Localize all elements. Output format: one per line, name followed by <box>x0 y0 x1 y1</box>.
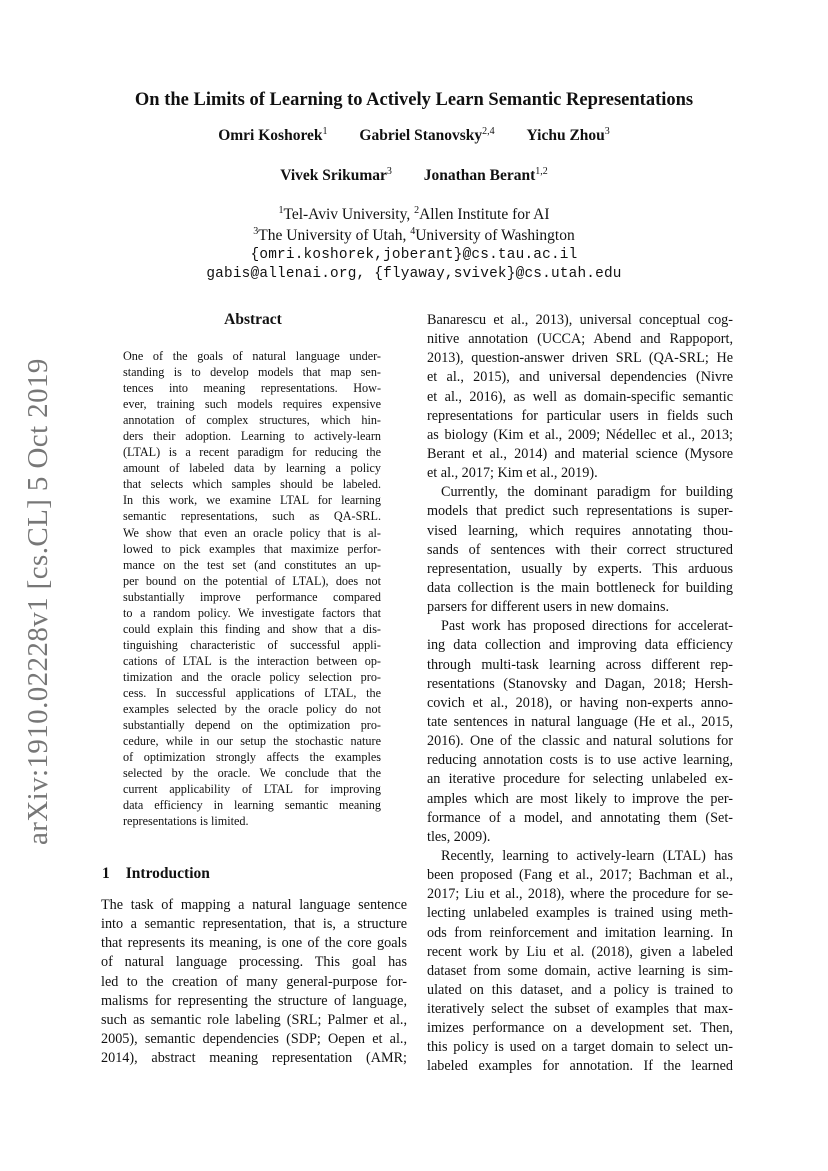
body-line: parsers for different users in new domains. <box>427 599 670 616</box>
body-line: nitive annotation (UCCA; Abend and Rappoport, <box>427 331 733 348</box>
body-line: ods from reinforcement and imitation learning. In <box>427 924 733 941</box>
body-line: reducing annotation costs is to use active learning, <box>427 752 733 769</box>
abstract-heading: Abstract <box>224 311 282 328</box>
abstract-line: standing is to develop models that map sen- <box>123 365 381 380</box>
author: Jonathan Berant$^{1,2}$ <box>423 166 548 185</box>
abstract-line: In this work, we examine LTAL for learning <box>123 493 381 508</box>
body-line: resentations (Stanovsky and Dagan, 2018; Hersh- <box>427 675 733 692</box>
abstract-line: of optimization strongly affects the examples <box>123 750 381 765</box>
body-line: tles, 2009). <box>427 828 491 845</box>
body-line: covich et al., 2018), or having non-experts anno- <box>427 694 733 711</box>
abstract-line: mance on the test set (and constitutes an up- <box>123 557 381 572</box>
abstract-line: substantially improve performance compared <box>123 589 381 604</box>
author-row-2 <box>0 166 828 185</box>
body-line: through multi-task learning across different rep- <box>427 656 733 673</box>
abstract-line: (LTAL) is a recent paradigm for reducing the <box>123 445 381 460</box>
body-line: 2013), question-answer driven SRL (QA-SRL; He <box>427 350 733 367</box>
author: Yichu Zhou$^3$ <box>526 126 610 145</box>
body-line: an iterative procedure for selecting unlabeled ex- <box>427 771 733 788</box>
author: Vivek Srikumar$^3$ <box>280 166 392 185</box>
email-line-2: gabis@allenai.org, {flyaway,svivek}@cs.utah.edu <box>206 266 622 282</box>
body-line: into a semantic representation, that is, a structure <box>101 916 407 933</box>
body-line: Berant et al., 2014) and material science (Mysore <box>427 445 733 462</box>
affiliation-line-2: $^3$The University of Utah, $^4$University of Washington <box>253 226 575 245</box>
body-line: amples which are most likely to improve the per- <box>427 790 733 807</box>
body-line: 2017; Liu et al., 2018), where the procedure for se- <box>427 886 733 903</box>
body-line: Currently, the dominant paradigm for building <box>441 484 733 501</box>
abstract-line: amount of labeled data by learning a policy <box>123 461 381 476</box>
abstract-line: to a random policy. We investigate factors that <box>123 605 381 620</box>
section-title: Introduction <box>125 865 210 882</box>
abstract-body <box>123 348 381 829</box>
abstract-line: tences into meaning representations. How- <box>123 381 381 396</box>
abstract-line: ever, training such models requires expensive <box>123 397 381 412</box>
body-line: et al., 2016), as well as domain-specific semantic <box>427 388 733 405</box>
section-number: 1 <box>102 865 110 882</box>
body-line: of natural language processing. This goal has <box>101 954 407 971</box>
body-line: recent work by Liu et al. (2018), given a labeled <box>427 943 733 960</box>
abstract-line: cations of LTAL is the interaction between op- <box>123 653 381 668</box>
abstract-line: substantially depend on the optimization pro- <box>123 718 381 733</box>
body-line: models that predict such representations is super- <box>427 503 733 520</box>
abstract-line: selected by the oracle. We conclude that the <box>123 766 381 781</box>
abstract-line: One of the goals of natural language under- <box>123 349 381 363</box>
body-line: as biology (Kim et al., 2009; Nédellec et al., 2013; <box>427 426 733 443</box>
body-line: tate sentences in natural language (He et al., 2015, <box>427 713 733 730</box>
paper-title: On the Limits of Learning to Actively Learn Semantic Representations <box>134 90 694 110</box>
email-line-1: {omri.koshorek,joberant}@cs.tau.ac.il <box>250 247 578 263</box>
abstract-line: current applicability of LTAL for improving <box>123 782 381 797</box>
body-line: representations for particular users in fields such <box>427 407 733 424</box>
affiliation-line-1: $^1$Tel-Aviv University, $^2$Allen Institute for AI <box>278 205 550 224</box>
abstract-line: examples selected by the oracle policy do not <box>123 702 381 717</box>
body-line: et al., 2015), and universal dependencies (Nivre <box>427 369 733 386</box>
abstract-line: annotation of complex structures, which hin- <box>123 413 381 428</box>
arxiv-stamp: arXiv:1910.02228v1 [cs.CL] 5 Oct 2019 <box>22 358 54 845</box>
author: Omri Koshorek$^1$ <box>218 126 328 145</box>
body-line: The task of mapping a natural language sentence <box>101 897 407 913</box>
body-line: been proposed (Fang et al., 2017; Bachman et al., <box>427 867 733 884</box>
body-line: imizes performance on a development set. Then, <box>427 1020 733 1037</box>
body-line: Recently, learning to actively-learn (LTAL) has <box>441 847 733 864</box>
abstract-line: timization and the oracle policy selection pro- <box>123 669 381 684</box>
abstract-line: semantic representations, such as QA-SRL. <box>123 509 381 524</box>
body-line: led to the creation of many general-purpose for- <box>101 973 407 990</box>
author: Gabriel Stanovsky$^{2,4}$ <box>359 126 495 145</box>
body-line: ulated on this dataset, and a policy is trained to <box>427 981 733 998</box>
body-line: 2016). One of the classic and natural solutions for <box>427 733 733 750</box>
body-line: that represents its meaning, is one of the core goals <box>101 935 407 952</box>
body-line: labeled examples for annotation. If the learned <box>427 1058 733 1075</box>
body-line: this policy is used on a target domain to select un- <box>427 1039 733 1056</box>
abstract-line: lowed to pick examples that maximize perfor- <box>123 541 381 556</box>
right-column-body <box>427 311 733 1077</box>
abstract-line: tinguishing characteristic of successful appli- <box>123 637 381 652</box>
abstract-line: cess. In successful applications of LTAL, the <box>123 685 381 700</box>
body-line: ing data collection and improving data efficiency <box>427 637 733 654</box>
abstract-line: ders their adoption. Learning to actively-learn <box>123 429 381 444</box>
abstract-line: representations is limited. <box>123 814 249 829</box>
body-line: such as semantic role labeling (SRL; Palmer et al., <box>101 1011 407 1028</box>
body-line: Past work has proposed directions for accelerat- <box>441 618 733 635</box>
abstract-line: We show that even an oracle policy that is al- <box>123 525 381 540</box>
body-line: et al., 2017; Kim et al., 2019). <box>427 465 598 482</box>
body-line: malisms for representing the structure of language, <box>101 992 407 1009</box>
body-line: vised learning, which requires annotating thou- <box>427 522 733 539</box>
abstract-line: data efficiency in learning semantic meaning <box>123 798 381 813</box>
abstract-line: cedure, while in our setup the stochastic nature <box>123 734 381 749</box>
author-row-1 <box>0 126 828 145</box>
body-line: sands of sentences with their correct structured <box>427 541 733 558</box>
body-line: formance of a model, and annotating them (Set- <box>427 809 733 826</box>
body-line: data collection is the main bottleneck for building <box>427 579 733 596</box>
body-line: representation, usually by experts. This arduous <box>427 560 733 577</box>
left-column-body <box>101 896 407 1068</box>
abstract-line: that selects which samples should be labeled. <box>123 477 381 492</box>
body-line: lecting unlabeled examples is trained using meth- <box>427 905 733 922</box>
body-line: dataset from some domain, active learning is sim- <box>427 962 733 979</box>
body-line: 2005), semantic dependencies (SDP; Oepen et al., <box>101 1030 407 1047</box>
abstract-line: per bound on the potential of LTAL), does not <box>123 573 381 588</box>
body-line: iteratively select the subset of examples that max- <box>427 1001 733 1018</box>
abstract-line: could explain this finding and show that a dis- <box>123 621 381 636</box>
section-heading <box>102 865 210 883</box>
body-line: Banarescu et al., 2013), universal conceptual cog- <box>427 312 733 328</box>
body-line: 2014), abstract meaning representation (AMR; <box>101 1050 407 1067</box>
